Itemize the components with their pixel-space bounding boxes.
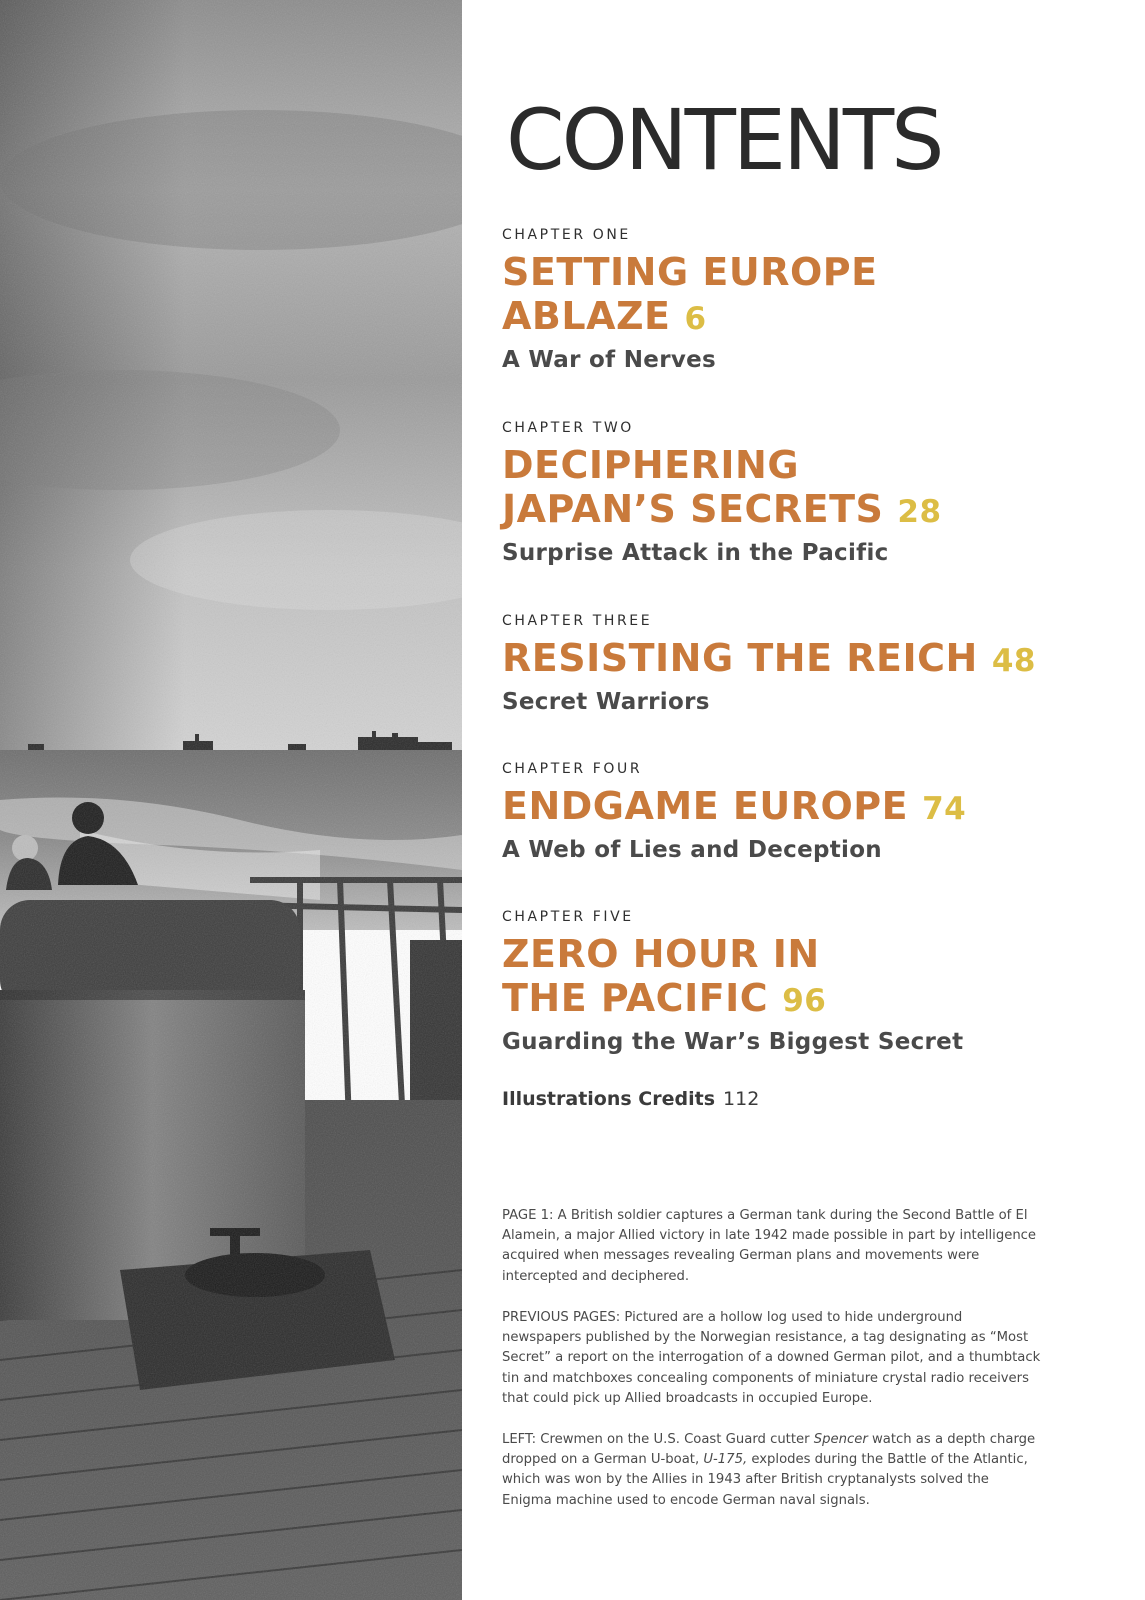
ship-name: Spencer [813, 1432, 868, 1447]
chapter-title-line: ABLAZE [502, 294, 671, 338]
caption-text: explodes during the Battle of the Atlantic, which was won by the Allies in 1943 after British cryptanalysts solved the Enigma machine used to encode German naval signals. [502, 1452, 1028, 1508]
chapter-subtitle: A Web of Lies and Deception [502, 837, 882, 863]
caption-page-one: PAGE 1: A British soldier captures a German tank during the Second Battle of El Alamein, a major Allied victory in late 1942 made possible in part by intelligence acquired when messages revealing German plans and movements were intercepted and deciphered. [502, 1208, 1037, 1284]
chapter-title-line: THE PACIFIC [502, 976, 769, 1020]
chapter-label: CHAPTER FOUR [502, 761, 643, 777]
chapter-label: CHAPTER TWO [502, 420, 634, 436]
chapter-label: CHAPTER FIVE [502, 909, 634, 925]
chapter-label: CHAPTER ONE [502, 227, 631, 243]
chapter-entry[interactable] [502, 226, 1102, 375]
chapter-subtitle: A War of Nerves [502, 347, 717, 373]
chapter-title-line: ENDGAME EUROPE [502, 784, 909, 828]
cover-photo [0, 0, 462, 1600]
chapter-page-number: 48 [991, 643, 1036, 679]
chapter-subtitle: Surprise Attack in the Pacific [502, 540, 889, 566]
chapter-page-number: 96 [782, 983, 827, 1019]
chapter-page-number: 6 [684, 301, 707, 337]
credits-label: Illustrations Credits [502, 1088, 716, 1110]
chapter-page-number: 28 [897, 494, 942, 530]
page-title: CONTENTS [506, 91, 942, 189]
chapter-title-line: SETTING EUROPE [502, 250, 878, 294]
chapter-title-line: ZERO HOUR IN [502, 932, 820, 976]
chapter-entry[interactable] [502, 612, 1102, 717]
chapter-title [502, 932, 1102, 1023]
chapter-title-line: RESISTING THE REICH [502, 636, 978, 680]
caption-text: watch as a depth charge dropped on a German U-boat, [502, 1432, 1036, 1468]
illustrations-credits[interactable] [502, 1088, 759, 1110]
chapter-label: CHAPTER THREE [502, 613, 653, 629]
caption-text: LEFT: Crewmen on the U.S. Coast Guard cutter [502, 1432, 814, 1447]
caption-left-photo [502, 1430, 1042, 1511]
chapter-entry[interactable] [502, 419, 1102, 568]
chapter-subtitle: Guarding the War’s Biggest Secret [502, 1029, 964, 1055]
chapter-title [502, 443, 1102, 534]
chapter-title-line: JAPAN’S SECRETS [502, 487, 884, 531]
chapter-entry[interactable] [502, 760, 1102, 865]
chapter-title [502, 636, 1102, 683]
chapter-subtitle: Secret Warriors [502, 689, 710, 715]
credits-page-number: 112 [723, 1088, 760, 1110]
chapter-title-line: DECIPHERING [502, 443, 800, 487]
chapter-title [502, 250, 1102, 341]
chapter-page-number: 74 [922, 791, 967, 827]
uboat-name: U-175, [703, 1452, 748, 1468]
chapter-entry[interactable] [502, 908, 1102, 1057]
caption-previous-pages: PREVIOUS PAGES: Pictured are a hollow log used to hide underground newspapers published by the Norwegian resistance, a tag designating as “Most Secret” a report on the interrogation of a downed German pilot, and a thumbtack tin and matchboxes concealing components of miniature crystal radio receivers that could pick up Allied broadcasts in occupied Europe. [502, 1310, 1041, 1406]
chapter-title [502, 784, 1102, 831]
